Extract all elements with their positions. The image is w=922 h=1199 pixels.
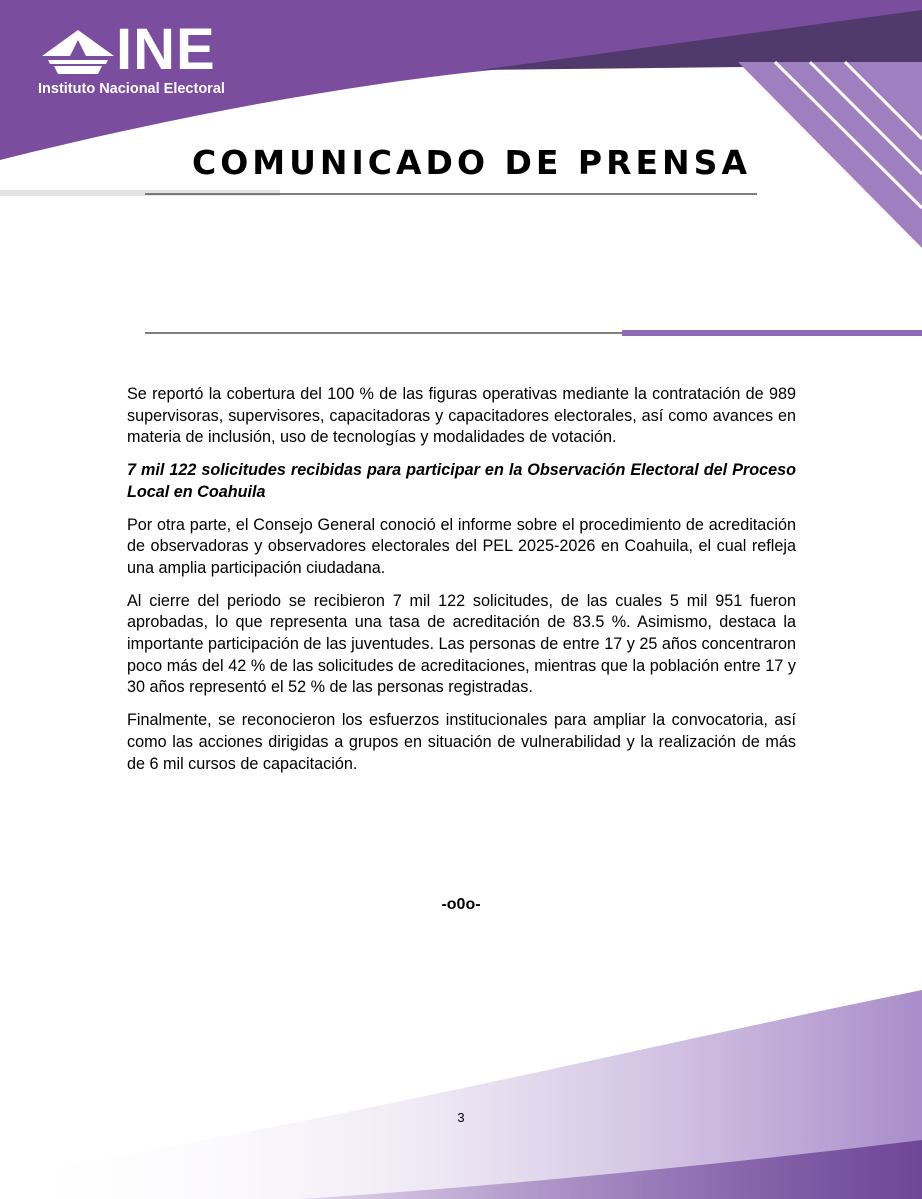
ine-logo xyxy=(38,17,278,106)
page-number: 3 xyxy=(457,1110,465,1125)
logo-subtitle: Instituto Nacional Electoral xyxy=(38,81,225,97)
paragraph-coverage: Se reportó la cobertura del 100 % de las figuras operativas mediante la contratación de 989 supervisoras, supervisores, capacitadoras y capacitadores electorales, así como avances en materia de inclusión, uso de tecnologías y modalidades de votación. xyxy=(127,385,796,447)
page-title: COMUNICADO DE PRENSA xyxy=(192,143,751,182)
paragraph-report: Por otra parte, el Consejo General conoció el informe sobre el procedimiento de acreditación de observadoras y observadores electorales del PEL 2025-2026 en Coahuila, el cual refleja una amplia participación ciudadana. xyxy=(127,515,796,577)
section-subheading: 7 mil 122 solicitudes recibidas para participar en la Observación Electoral del Proceso Local en Coahuila xyxy=(127,461,796,501)
article-body xyxy=(127,384,796,786)
separator-accent xyxy=(622,330,922,336)
paragraph-statistics: Al cierre del periodo se recibieron 7 mil 122 solicitudes, de las cuales 5 mil 951 fueron aprobadas, lo que representa una tasa de acreditación de 83.5 %. Asimismo, destaca la importante participación de las juventudes. Las personas de entre 17 y 25 años concentraron poco más del 42 % de las solicitudes de acreditaciones, mientras que la población entre 17 y 30 años representó el 52 % de las personas registradas. xyxy=(127,591,796,697)
header-gray-band xyxy=(0,190,280,196)
header-right-triangle xyxy=(738,62,922,248)
closing-mark: -o0o- xyxy=(441,896,481,913)
ine-logo-icon xyxy=(40,28,116,76)
paragraph-conclusion: Finalmente, se reconocieron los esfuerzos institucionales para ampliar la convocatoria, así como las acciones dirigidas a grupos en situación de vulnerabilidad y la realización de más de 6 mil cursos de capacitación. xyxy=(127,711,796,773)
logo-wordmark: INE xyxy=(116,17,216,82)
